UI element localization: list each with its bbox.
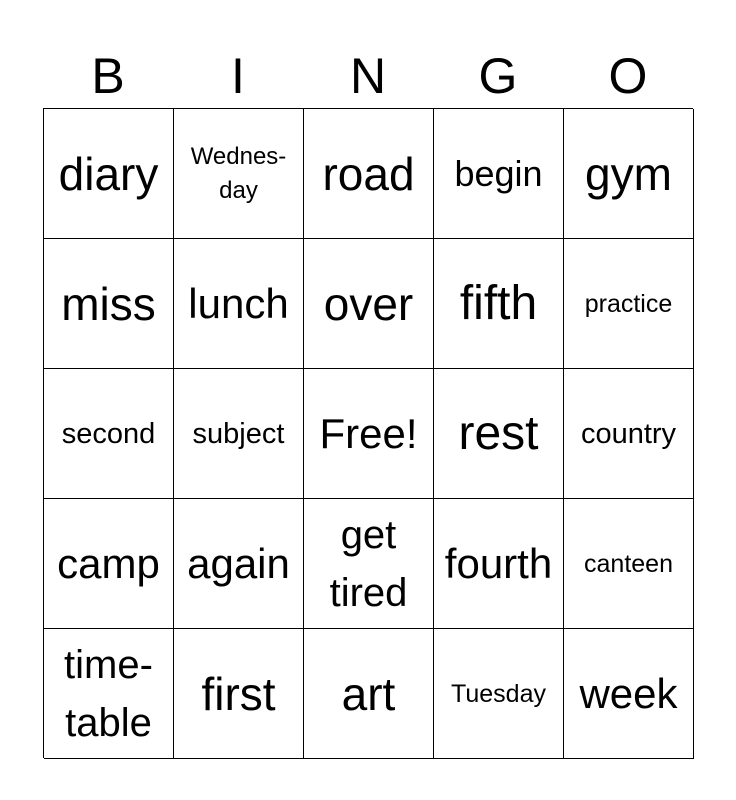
- bingo-cell[interactable]: [564, 109, 694, 239]
- bingo-cell[interactable]: [304, 499, 434, 629]
- cell-word: fourth: [444, 539, 553, 587]
- bingo-cell[interactable]: [304, 629, 434, 759]
- bingo-cell free-space[interactable]: [304, 369, 434, 499]
- header-letter-o: O: [608, 48, 648, 104]
- bingo-cell[interactable]: [304, 239, 434, 369]
- header-letter-i: I: [231, 48, 245, 104]
- cell-word: begin: [454, 152, 543, 194]
- bingo-cell[interactable]: [174, 239, 304, 369]
- bingo-cell[interactable]: [44, 499, 174, 629]
- bingo-cell[interactable]: [434, 109, 564, 239]
- cell-word: camp: [57, 539, 160, 587]
- bingo-header: [43, 44, 693, 108]
- bingo-cell[interactable]: [174, 369, 304, 499]
- cell-word: second: [61, 417, 156, 450]
- bingo-cell[interactable]: [174, 629, 304, 759]
- cell-word: miss: [61, 277, 156, 330]
- cell-word: practice: [584, 289, 673, 318]
- cell-word: Wednes- day: [190, 142, 287, 204]
- cell-word: subject: [192, 417, 285, 450]
- free-space-label: Free!: [319, 409, 418, 457]
- bingo-cell[interactable]: [304, 109, 434, 239]
- cell-word: country: [580, 417, 677, 450]
- bingo-cell[interactable]: [564, 239, 694, 369]
- bingo-cell[interactable]: [564, 499, 694, 629]
- bingo-cell[interactable]: [564, 629, 694, 759]
- cell-word: diary: [58, 147, 159, 200]
- cell-word: first: [201, 667, 276, 720]
- cell-word: get tired: [329, 512, 408, 615]
- cell-word: rest: [458, 406, 539, 460]
- bingo-cell[interactable]: [174, 109, 304, 239]
- cell-word: art: [341, 667, 396, 720]
- cell-word: gym: [585, 147, 672, 200]
- bingo-cell[interactable]: [434, 629, 564, 759]
- header-letter-b: B: [91, 48, 125, 104]
- bingo-cell[interactable]: [174, 499, 304, 629]
- cell-word: week: [579, 669, 678, 717]
- bingo-cell[interactable]: [564, 369, 694, 499]
- header-letter-g: G: [478, 48, 518, 104]
- cell-word: time- table: [64, 642, 153, 745]
- cell-word: canteen: [584, 549, 673, 578]
- bingo-cell[interactable]: [434, 499, 564, 629]
- cell-word: lunch: [188, 279, 289, 327]
- header-letter-n: N: [349, 48, 387, 104]
- cell-word: fifth: [459, 276, 538, 330]
- cell-word: over: [323, 277, 414, 330]
- bingo-cell[interactable]: [44, 369, 174, 499]
- cell-word: road: [322, 147, 415, 200]
- bingo-card-grid: [43, 108, 693, 758]
- bingo-cell[interactable]: [434, 239, 564, 369]
- cell-word: again: [187, 539, 290, 587]
- bingo-cell[interactable]: [44, 109, 174, 239]
- bingo-cell[interactable]: [434, 369, 564, 499]
- bingo-cell[interactable]: [44, 239, 174, 369]
- cell-word: Tuesday: [451, 679, 546, 708]
- bingo-cell[interactable]: [44, 629, 174, 759]
